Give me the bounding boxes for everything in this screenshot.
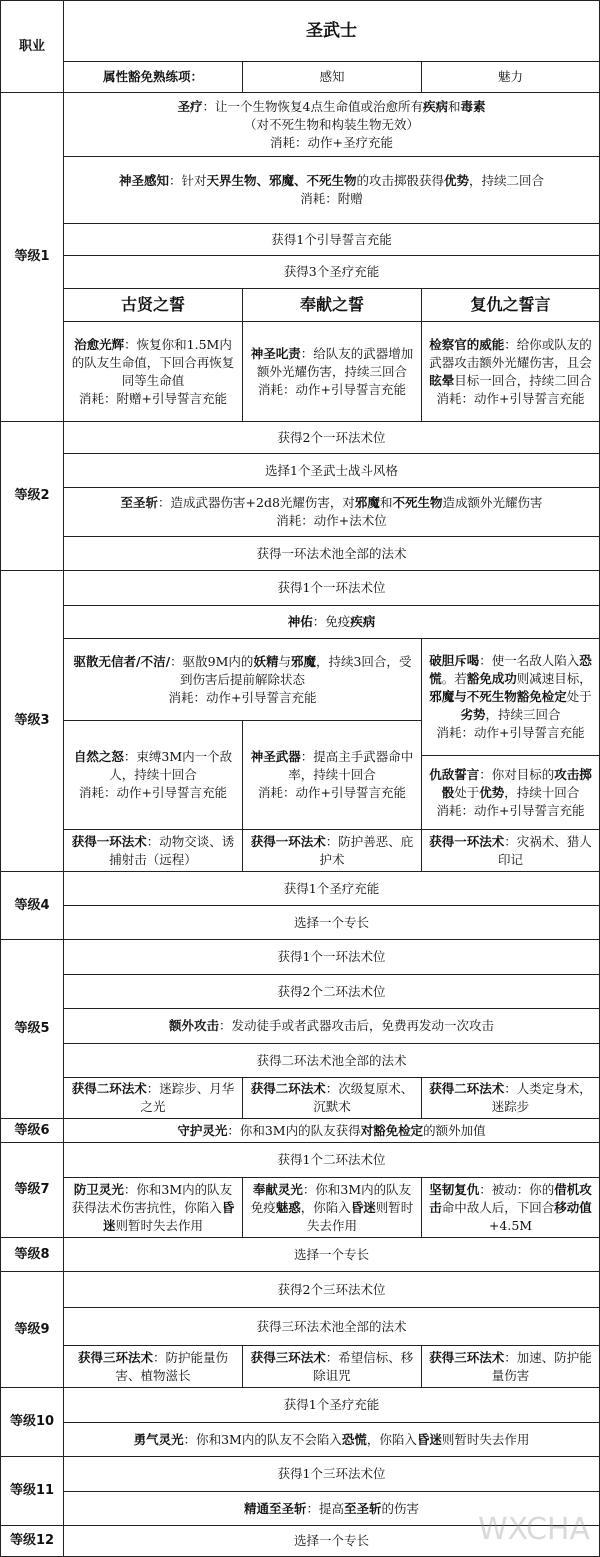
aura-courage-name: 勇气灵光	[133, 1431, 184, 1447]
keyword-downed: 昏迷	[350, 1199, 376, 1215]
healing-radiance-cost: 消耗：附赠+引导誓言充能	[79, 390, 227, 406]
l3-spells-vengeance	[421, 829, 600, 872]
aura-courage-desc: ：你和3M内的队友不会陷入	[183, 1431, 342, 1447]
holy-rebuke-desc: ：给队友的武器增加额外光耀伤害，持续三回合	[256, 345, 414, 379]
l9-spells-vengeance	[421, 1345, 600, 1388]
l4-lay	[63, 871, 600, 906]
divine-health-name: 神佑	[287, 614, 313, 629]
relentless-desc3: +4.5M	[488, 1217, 533, 1233]
relentless-desc: ：被动：你的	[479, 1181, 555, 1197]
sacred-weapon-name: 神圣武器	[250, 749, 301, 764]
l9-spells-ancients-desc: ：防护能量伤害、植物滋长	[115, 1349, 229, 1383]
turn-unholy-cost: 消耗：动作+引导誓言充能	[168, 689, 317, 705]
save-charisma-text: 魅力	[497, 69, 523, 84]
aura-warding-name: 防卫灵光	[73, 1181, 124, 1197]
level-9-text: 等级9	[14, 1321, 50, 1337]
keyword-disadvantage: 劣势	[460, 707, 486, 722]
turn-unholy	[63, 638, 422, 721]
l3-spells-devotion	[242, 829, 422, 872]
keyword-divine-smite: 至圣斩	[344, 1500, 382, 1516]
abjure-desc3: 则减速目标，	[516, 671, 592, 686]
improved-smite-desc: ：提高	[306, 1500, 344, 1516]
l9-slots-text: 获得2个三环法术位	[277, 1281, 386, 1297]
l5-spells-ancients-desc: ：迷踪步、月华之光	[140, 1081, 235, 1114]
abjure-cost: 消耗：动作+引导誓言充能	[436, 725, 585, 740]
keyword-fear: 恐慌	[341, 1431, 367, 1447]
level-11-text: 等级11	[9, 1483, 55, 1498]
gain-lay-charges	[63, 255, 600, 289]
conj: 和	[447, 98, 461, 114]
healing-radiance-name: 治愈光辉	[74, 336, 125, 352]
level-12-text: 等级12	[9, 1533, 55, 1548]
level-7-label	[0, 1142, 64, 1238]
natures-wrath-name: 自然之怒	[73, 749, 124, 764]
level-3-text: 等级3	[14, 713, 50, 728]
level-8-label	[0, 1237, 64, 1272]
watermark: WXCHA	[477, 1512, 590, 1547]
abjure-enemy	[421, 638, 600, 756]
level-8-text: 等级8	[14, 1246, 50, 1262]
l4-feat	[63, 905, 600, 940]
l9-spell-pool-text: 获得三环法术池全部的法术	[256, 1318, 407, 1334]
level-5-label	[0, 939, 64, 1119]
level-10-label	[0, 1387, 64, 1457]
keyword-opportunity-attack: 借机攻击	[429, 1181, 592, 1215]
keyword-downed: 昏迷	[416, 1431, 442, 1447]
aura-warding-desc2: 则暂时失去作用	[115, 1217, 204, 1233]
save-charisma	[421, 61, 600, 93]
abjure-name: 破胆斥喝	[429, 653, 480, 668]
l3-spells-devotion-name: 获得一环法术	[250, 833, 326, 849]
l3-spells-vengeance-desc: ：灾祸术、猎人印记	[497, 833, 592, 867]
divine-smite-name: 至圣斩	[120, 495, 159, 510]
vow-of-enmity	[421, 755, 600, 830]
l10-lay	[63, 1387, 600, 1423]
divine-smite-cost: 消耗：动作+法术位	[276, 513, 387, 528]
l8-feat-text: 选择一个专长	[293, 1246, 369, 1262]
relentless-desc2: 命中敌人后，下回合	[441, 1199, 555, 1215]
natures-wrath-desc: ：束缚3M内一个敌人，持续十回合	[109, 749, 233, 782]
aura-devotion-desc: ：你和3M内的队友免疫	[250, 1181, 412, 1215]
level-2-text: 等级2	[14, 488, 50, 503]
l4-feat-text: 选择一个专长	[293, 914, 369, 930]
class-header-label	[0, 0, 64, 93]
keyword-undead: 不死生物	[392, 495, 443, 510]
l5-slots1	[63, 939, 600, 975]
l2-fighting-style-text: 选择1个圣武士战斗风格	[265, 462, 398, 478]
l9-spell-pool	[63, 1307, 600, 1346]
aura-devotion-desc2: ，你陷入	[300, 1199, 351, 1215]
divine-sense-name: 神圣感知	[118, 173, 169, 188]
level-1-label	[0, 92, 64, 422]
aura-protection-name: 守护灵光	[177, 1122, 228, 1138]
sacred-weapon-cost: 消耗：动作+引导誓言充能	[258, 785, 406, 800]
level-4-label	[0, 871, 64, 940]
abjure-desc4: 处于	[566, 689, 592, 704]
inquisitors-might	[421, 321, 600, 422]
keyword-fiend-undead-save: 邪魔与不死生物豁免检定	[429, 689, 567, 704]
l5-spells-ancients-name: 获得二环法术	[71, 1081, 147, 1096]
l2-slots-text: 获得2个一环法术位	[277, 429, 386, 445]
keyword-poison: 毒素	[460, 98, 486, 114]
l5-slots1-text: 获得1个一环法术位	[277, 949, 386, 964]
l12-feat-text: 选择一个专长	[293, 1533, 369, 1548]
divine-health	[63, 605, 600, 639]
aura-protection-desc: ：你和3M内的队友获得	[227, 1122, 361, 1138]
l3-spells-ancients-desc: ：动物交谈、诱捕射击（远程）	[109, 833, 235, 867]
extra-attack	[63, 1008, 600, 1044]
l7-slots-text: 获得1个二环法术位	[277, 1152, 386, 1167]
oath-devotion	[242, 288, 422, 322]
inquisitors-might-cost: 消耗：动作+引导誓言充能	[436, 390, 585, 406]
l11-slots	[63, 1456, 600, 1492]
l5-spell-pool	[63, 1043, 600, 1078]
saving-throws-label	[63, 61, 243, 93]
inquisitors-might-name: 检察官的威能	[429, 336, 505, 352]
healing-radiance	[63, 321, 243, 422]
keyword-fiend: 邪魔	[354, 495, 380, 510]
l9-spells-vengeance-desc: ：加速、防护能量伤害	[491, 1349, 592, 1383]
keyword-save-success: 豁免成功	[466, 671, 517, 686]
abjure-desc2: 。若	[441, 671, 467, 686]
keyword-daze: 眩晕	[429, 372, 455, 388]
level-1-text: 等级1	[14, 249, 50, 264]
save-wisdom	[242, 61, 422, 93]
keyword-movement: 移动值	[554, 1199, 592, 1215]
oath-devotion-text: 奉献之誓	[299, 295, 364, 314]
abjure-desc5: ，持续三回合	[485, 707, 561, 722]
l5-spells-devotion	[242, 1077, 422, 1119]
vow-enmity-name: 仇敌誓言	[429, 766, 480, 782]
level-10-text: 等级10	[9, 1414, 55, 1429]
level-6-text: 等级6	[14, 1122, 50, 1138]
level-12-label	[0, 1525, 64, 1557]
keyword-fey: 妖精	[253, 653, 279, 669]
lay-on-hands	[63, 92, 600, 157]
holy-rebuke-name: 神圣叱责	[250, 345, 301, 361]
keyword-fiend: 邪魔	[290, 653, 316, 669]
aura-devotion-name: 奉献灵光	[252, 1181, 303, 1197]
l2-slots	[63, 421, 600, 454]
aura-protection-desc2: 的额外加值	[423, 1122, 486, 1138]
lay-on-hands-cost: 消耗：动作+圣疗充能	[270, 134, 393, 150]
gain-channel-oath	[63, 223, 600, 256]
vow-enmity-cost: 消耗：动作+引导誓言充能	[436, 802, 585, 818]
keyword-disease: 疾病	[350, 614, 376, 629]
conj: 与	[278, 653, 291, 669]
aura-of-courage	[63, 1422, 600, 1457]
l9-spells-devotion-desc: ：希望信标、移除诅咒	[313, 1349, 414, 1383]
aura-courage-desc2: ，你陷入	[366, 1431, 417, 1447]
divine-sense-cost: 消耗：附赠	[300, 191, 363, 206]
l3-spells-ancients	[63, 829, 243, 872]
sacred-weapon-desc: ：提高主手武器命中率，持续十回合	[288, 749, 414, 782]
level-7-text: 等级7	[14, 1182, 50, 1197]
healing-radiance-desc: ：恢复你和1.5M内的队友生命值，下回合再恢复同等生命值	[71, 336, 235, 388]
divine-sense	[63, 156, 600, 224]
keyword-creatures: 天界生物、邪魔、不死生物	[206, 173, 357, 188]
level-11-label	[0, 1456, 64, 1526]
oath-ancients	[63, 288, 243, 322]
keyword-attack-roll: 攻击掷骰	[441, 766, 592, 800]
l9-spells-devotion	[242, 1345, 422, 1388]
lay-on-hands-desc: ：让一个生物恢复4点生命值或治愈所有	[202, 98, 423, 114]
l11-slots-text: 获得1个三环法术位	[277, 1466, 386, 1481]
natures-wrath-cost: 消耗：动作+引导誓言充能	[79, 785, 227, 800]
l5-spell-pool-text: 获得二环法术池全部的法术	[256, 1052, 407, 1068]
extra-attack-desc: ：发动徒手或者武器攻击后，免费再发动一次攻击	[219, 1018, 495, 1033]
divine-sense-desc2: 的攻击掷骰获得	[356, 173, 445, 188]
oath-vengeance	[421, 288, 600, 322]
aura-of-warding	[63, 1177, 243, 1238]
divine-smite	[63, 487, 600, 537]
divine-sense-desc3: ，持续二回合	[469, 173, 545, 188]
l5-slots2-text: 获得2个二环法术位	[277, 983, 386, 999]
l5-spells-devotion-desc: ：次级复原术、沉默术	[313, 1081, 414, 1114]
oath-ancients-text: 古贤之誓	[120, 295, 185, 314]
level-5-text: 等级5	[14, 1021, 50, 1036]
l10-lay-text: 获得1个圣疗充能	[283, 1397, 380, 1412]
extra-attack-name: 额外攻击	[168, 1018, 219, 1033]
keyword-disease: 疾病	[422, 98, 448, 114]
oath-vengeance-text: 复仇之誓言	[470, 295, 551, 314]
l5-spells-devotion-name: 获得二环法术	[250, 1081, 326, 1096]
aura-courage-desc3: 则暂时失去作用	[441, 1431, 530, 1447]
improved-smite-desc2: 的伤害	[381, 1500, 420, 1516]
keyword-charm: 魅惑	[275, 1199, 301, 1215]
keyword-saving-throw: 对豁免检定	[360, 1122, 424, 1138]
relentless-avenger	[421, 1177, 600, 1238]
inquisitors-might-desc2: 目标一回合，持续二回合	[454, 372, 592, 388]
improved-smite-name: 精通至圣斩	[243, 1500, 307, 1516]
level-6-label	[0, 1118, 64, 1143]
l3-slots-text: 获得1个一环法术位	[277, 580, 386, 595]
abjure-desc: ：使一名敌人陷入	[479, 653, 580, 668]
keyword-fear: 恐慌	[429, 653, 592, 686]
gain-channel-oath-text: 获得1个引导誓言充能	[271, 231, 392, 247]
relentless-name: 坚韧复仇	[429, 1181, 480, 1197]
level-4-text: 等级4	[14, 897, 50, 913]
l9-spells-ancients-name: 获得三环法术	[77, 1349, 153, 1365]
l5-spells-vengeance	[421, 1077, 600, 1119]
gain-lay-charges-text: 获得3个圣疗充能	[283, 264, 380, 279]
aura-warding-desc: ：你和3M内的队友获得法术伤害抗性，你陷入	[71, 1181, 233, 1215]
inquisitors-might-desc: ：给你或队友的武器攻击额外光耀伤害，且会	[429, 336, 592, 370]
level-9-label	[0, 1271, 64, 1388]
l9-spells-devotion-name: 获得三环法术	[250, 1349, 326, 1365]
l5-spells-ancients	[63, 1077, 243, 1119]
sacred-weapon	[242, 720, 422, 830]
divine-smite-desc: ：造成武器伤害+2d8光耀伤害，对	[158, 495, 355, 510]
keyword-advantage: 优势	[444, 173, 470, 188]
save-wisdom-text: 感知	[319, 69, 345, 84]
turn-unholy-desc: ：驱散9M内的	[170, 653, 254, 669]
aura-of-devotion	[242, 1177, 422, 1238]
l5-spells-vengeance-desc: ：人类定身术，迷踪步	[491, 1081, 592, 1114]
class-title	[63, 0, 600, 62]
class-header-text: 职业	[18, 38, 45, 54]
l9-slots	[63, 1271, 600, 1308]
divine-sense-desc: ：针对	[168, 173, 207, 188]
divine-smite-desc2: 造成额外光耀伤害	[442, 495, 543, 510]
l3-spells-devotion-desc: ：防护善恶、庇护术	[319, 833, 414, 867]
l5-slots2	[63, 974, 600, 1009]
l3-slots	[63, 570, 600, 606]
keyword-downed: 昏迷	[102, 1199, 235, 1233]
lay-on-hands-name: 圣疗	[177, 98, 203, 114]
l8-feat	[63, 1237, 600, 1272]
level-3-label	[0, 570, 64, 872]
l9-spells-vengeance-name: 获得三环法术	[429, 1349, 505, 1365]
l2-spell-pool	[63, 536, 600, 571]
l9-spells-ancients	[63, 1345, 243, 1388]
level-2-label	[0, 421, 64, 571]
saving-throws-label-text: 属性豁免熟练项：	[102, 69, 203, 84]
l3-spells-vengeance-name: 获得一环法术	[429, 833, 505, 849]
vow-enmity-desc: ：你对目标的	[479, 766, 555, 782]
natures-wrath	[63, 720, 243, 830]
vow-enmity-desc3: ，持续十回合	[504, 784, 580, 800]
lay-on-hands-note: （对不死生物和构装生物无效）	[243, 116, 419, 132]
conj: 和	[379, 495, 393, 510]
turn-unholy-desc2: ，持续3回合，受到伤害后提前解除状态	[179, 653, 412, 687]
divine-health-desc: ：免疫	[312, 614, 351, 629]
turn-unholy-name: 驱散无信者/不洁/	[73, 653, 171, 669]
l4-lay-text: 获得1个圣疗充能	[283, 880, 380, 896]
l7-slots	[63, 1142, 600, 1178]
l2-spell-pool-text: 获得一环法术池全部的法术	[256, 545, 407, 561]
class-title-text: 圣武士	[306, 21, 357, 41]
holy-rebuke	[242, 321, 422, 422]
aura-devotion-desc3: 则暂时失去作用	[306, 1199, 414, 1233]
l2-fighting-style	[63, 453, 600, 488]
l3-spells-ancients-name: 获得一环法术	[71, 833, 147, 849]
aura-of-protection	[63, 1118, 600, 1143]
l5-spells-vengeance-name: 获得二环法术	[429, 1081, 505, 1096]
keyword-advantage: 优势	[479, 784, 505, 800]
vow-enmity-desc2: 处于	[454, 784, 480, 800]
holy-rebuke-cost: 消耗：动作+引导誓言充能	[258, 381, 406, 397]
